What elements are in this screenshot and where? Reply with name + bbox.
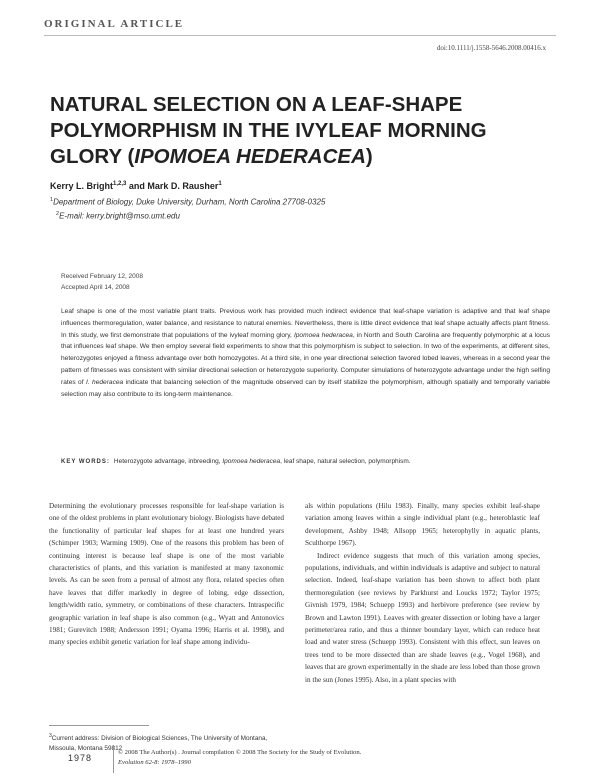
body-paragraph: Determining the evolutionary processes responsible for leaf-shape variation is one of the oldest problems in plant evolutionary biology. Biologists have debated the functionality of particular leaf shapes for at least one hundred years (Schimper 1903; Warming 1909). One of the reasons this problem has been of continuing interest is because leaf shape is one of the most variable characteristics of plants, and this variation is manifested at many taxonomic levels. As can be seen from a perusal of almost any flora, related species often have leaves that differ markedly in degree of lobing, edge dissection, length/width ratio, symmetry, or combinations of these characters. Intraspecific geographic variation in leaf shape is also common (e.g., Wyatt and Antonovics 1981; Gurevitch 1988; Andersson 1991; Oyama 1996; Harris et al. 1998), and many species exhibit genetic variation for leaf shape among individu- [49, 502, 284, 647]
body-right-column [305, 500, 540, 686]
body-paragraph: als within populations (Hilu 1983). Finally, many species exhibit leaf-shape variation among leaves within a single individual plant (e.g., heteroblastic leaf development, Ashby 1948; Allsopp 1965; heterophylly in aquatic plants, Sculthorpe 1967). [305, 502, 540, 548]
abstract-part-2: , in North and South Carolina are frequently polymorphic at a locus that influences leaf shape. We then employ several field experiments to show that this polymorphism is subject to selection. In two of the experiments, at different sites, heterozygotes enjoyed a fitness advantage over both homozygotes. At a third site, in one year directional selection favored lobed leaves, whereas in a second year the pattern of fitnesses was consistent with similar directional selection or heterozygote superiority. Computer simulations of heterozygote advantage under the high selfing rates of [61, 331, 551, 386]
title-main: NATURAL SELECTION ON A LEAF-SHAPE POLYMORPHISM IN THE IVYLEAF MORNING GLORY ( [50, 93, 487, 168]
author-1-sup: 1,2,3 [113, 181, 127, 187]
article-title [50, 92, 550, 170]
footnote-sup: 3 [49, 733, 52, 739]
abstract-species-1: Ipomoea hederacea [293, 331, 353, 339]
affiliation-2-sup: 2 [56, 211, 60, 217]
footer-divider [113, 745, 114, 773]
keywords-label: KEY WORDS: [61, 459, 110, 465]
body-left-column [49, 500, 284, 649]
abstract-part-3: indicate that balancing selection of the magnitude observed can by itself stabilize the polymorphism, although spatially and temporally variable selection may also contribute to its long-term maintenance. [61, 378, 550, 398]
received-date: Received February 12, 2008 [61, 273, 144, 280]
author-2: and Mark D. Rausher [126, 181, 219, 191]
page-number: 1978 [68, 753, 93, 763]
copyright-text: © 2008 The Author(s) . Journal compilation © 2008 The Society for the Study of Evolution. [118, 749, 362, 756]
keywords [61, 458, 550, 465]
affiliation-2 [56, 211, 180, 221]
keywords-species: Ipomoea hederacea [222, 458, 281, 465]
body-paragraph: Indirect evidence suggests that much of this variation among species, populations, individuals, and within individuals is adaptive and subject to natural selection. Indeed, leaf-shape variation has been shown to affect both plant thermoregulation (see reviews by Parkhurst and Loucks 1972; Taylor 1975; Givnish 1979, 1984; Schuepp 1993) and herbivore preference (see review by Brown and Lawton 1991). Leaves with greater dissection or lobing have a larger perimeter/area ratio, and thus a thinner boundary layer, which can reduce heat load and water stress (Schuepp 1993). Consistent with this effect, sun leaves on trees tend to be more dissected than are shade leaves (e.g., Vogel 1968), and leaves that are grown experimentally in the shade are less lobed than those grown in the sun (Jones 1995). Also, in a plant species with [305, 551, 540, 684]
abstract [61, 306, 550, 400]
accepted-date: Accepted April 14, 2008 [61, 284, 130, 291]
footnote-text: Current address: Division of Biological Sciences, The University of Montana, Missoula, Montana 59812 [49, 735, 268, 753]
copyright [118, 748, 361, 767]
doi[interactable]: doi:10.1111/j.1558-5646.2008.00416.x [436, 44, 546, 52]
header-bar [44, 14, 556, 36]
affiliation-1 [50, 197, 325, 207]
keywords-part-1: Heterozygote advantage, inbreeding, [113, 458, 223, 465]
author-1: Kerry L. Bright [50, 181, 114, 191]
title-species: IPOMOEA HEDERACEA [134, 145, 366, 168]
section-label: ORIGINAL ARTICLE [44, 18, 185, 30]
abstract-species-2: I. hederacea [85, 378, 124, 386]
abstract-part-1: Leaf shape is one of the most variable plant traits. Previous work has provided much indirect evidence that leaf-shape variation is adaptive and that leaf shape influences thermoregulation, water balance, and resistance to natural enemies. Nevertheless, there is little direct evidence that leaf shape actually affects plant fitness. In this study, we first demonstrate that populations of the ivyleaf morning glory, [61, 308, 550, 339]
affiliation-1-text: Department of Biology, Duke University, Durham, North Carolina 27708-0325 [53, 197, 326, 207]
footnote-divider [49, 725, 149, 726]
affiliation-1-sup: 1 [50, 197, 54, 203]
email[interactable]: E-mail: kerry.bright@mso.umt.edu [59, 211, 180, 221]
title-close: ) [365, 145, 373, 168]
author-2-sup: 1 [218, 181, 222, 187]
authors [50, 181, 222, 191]
keywords-part-2: , leaf shape, natural selection, polymorphism. [280, 458, 411, 465]
journal-citation: Evolution 62-8: 1978–1990 [118, 758, 191, 766]
article-dates [61, 271, 143, 293]
